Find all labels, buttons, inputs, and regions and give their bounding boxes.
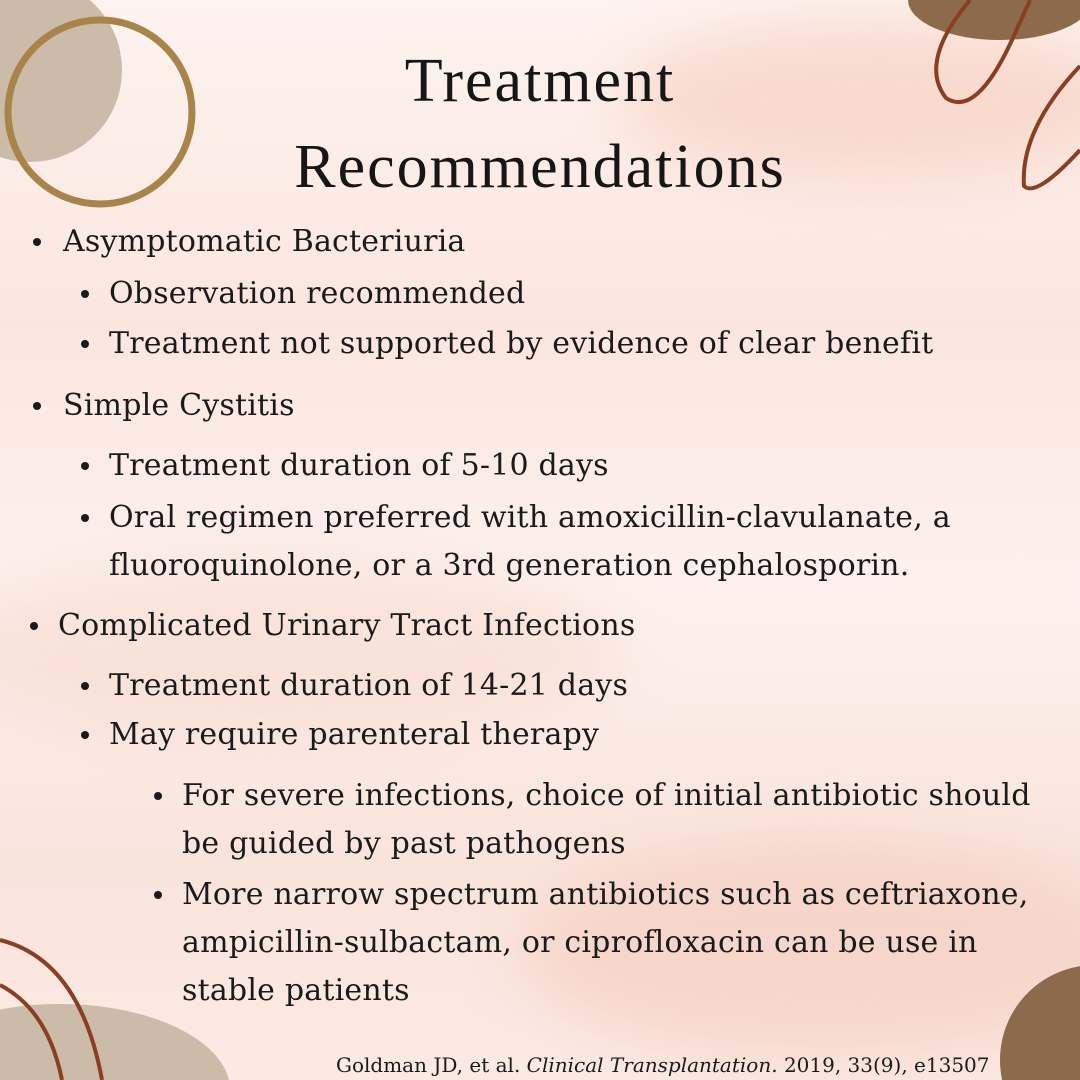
bullet-icon <box>154 891 162 899</box>
section-heading-text: Asymptomatic Bacteriuria <box>63 224 466 259</box>
title-line-1: Treatment <box>404 47 676 115</box>
list-item-text: Treatment duration of 5-10 days <box>109 448 609 483</box>
sub-list-item-text-continued: be guided by past pathogens <box>182 826 626 861</box>
bullet-icon <box>81 731 89 739</box>
sub-list-item-text-continued: stable patients <box>182 973 410 1008</box>
section-heading <box>58 602 635 650</box>
bullet-icon <box>154 792 162 800</box>
sub-list-item-text: For severe infections, choice of initial antibiotic should <box>182 778 1031 813</box>
bullet-icon <box>30 622 38 630</box>
bullet-icon <box>81 340 89 348</box>
bullet-icon <box>33 238 41 246</box>
list-item <box>109 494 951 590</box>
list-item-text: Treatment duration of 14-21 days <box>109 668 629 703</box>
bullet-icon <box>81 462 89 470</box>
list-item-text: Oral regimen preferred with amoxicillin-clavulanate, a <box>109 500 951 535</box>
section-heading <box>63 218 466 266</box>
citation <box>336 1052 990 1078</box>
sub-list-item <box>182 871 1028 1015</box>
list-item-text-continued: fluoroquinolone, or a 3rd generation cephalosporin. <box>109 548 910 583</box>
citation-details: 2019, 33(9), e13507 <box>783 1053 990 1077</box>
section-heading <box>63 382 295 430</box>
list-item-text: Treatment not supported by evidence of clear benefit <box>109 326 934 361</box>
list-item <box>109 711 599 759</box>
citation-journal: Clinical Transplantation. <box>526 1053 778 1077</box>
section-heading-text: Simple Cystitis <box>63 388 295 423</box>
list-item <box>109 270 525 318</box>
list-item-text: May require parenteral therapy <box>109 717 600 752</box>
bullet-icon <box>33 402 41 410</box>
bullet-icon <box>81 514 89 522</box>
page-title <box>0 38 1080 210</box>
bullet-icon <box>81 682 89 690</box>
list-item <box>109 662 628 710</box>
title-line-2: Recommendations <box>294 133 786 201</box>
sub-list-item-text: More narrow spectrum antibiotics such as ceftriaxone, <box>182 877 1029 912</box>
sub-list-item <box>182 772 1031 868</box>
brown-blob-top-right <box>908 0 1080 40</box>
bullet-icon <box>81 290 89 298</box>
citation-authors: Goldman JD, et al. <box>336 1053 521 1077</box>
list-item <box>109 320 933 368</box>
list-item-text: Observation recommended <box>109 276 526 311</box>
section-heading-text: Complicated Urinary Tract Infections <box>58 608 636 643</box>
sub-list-item-text-continued: ampicillin-sulbactam, or ciprofloxacin can be use in <box>182 925 978 960</box>
list-item <box>109 442 609 490</box>
